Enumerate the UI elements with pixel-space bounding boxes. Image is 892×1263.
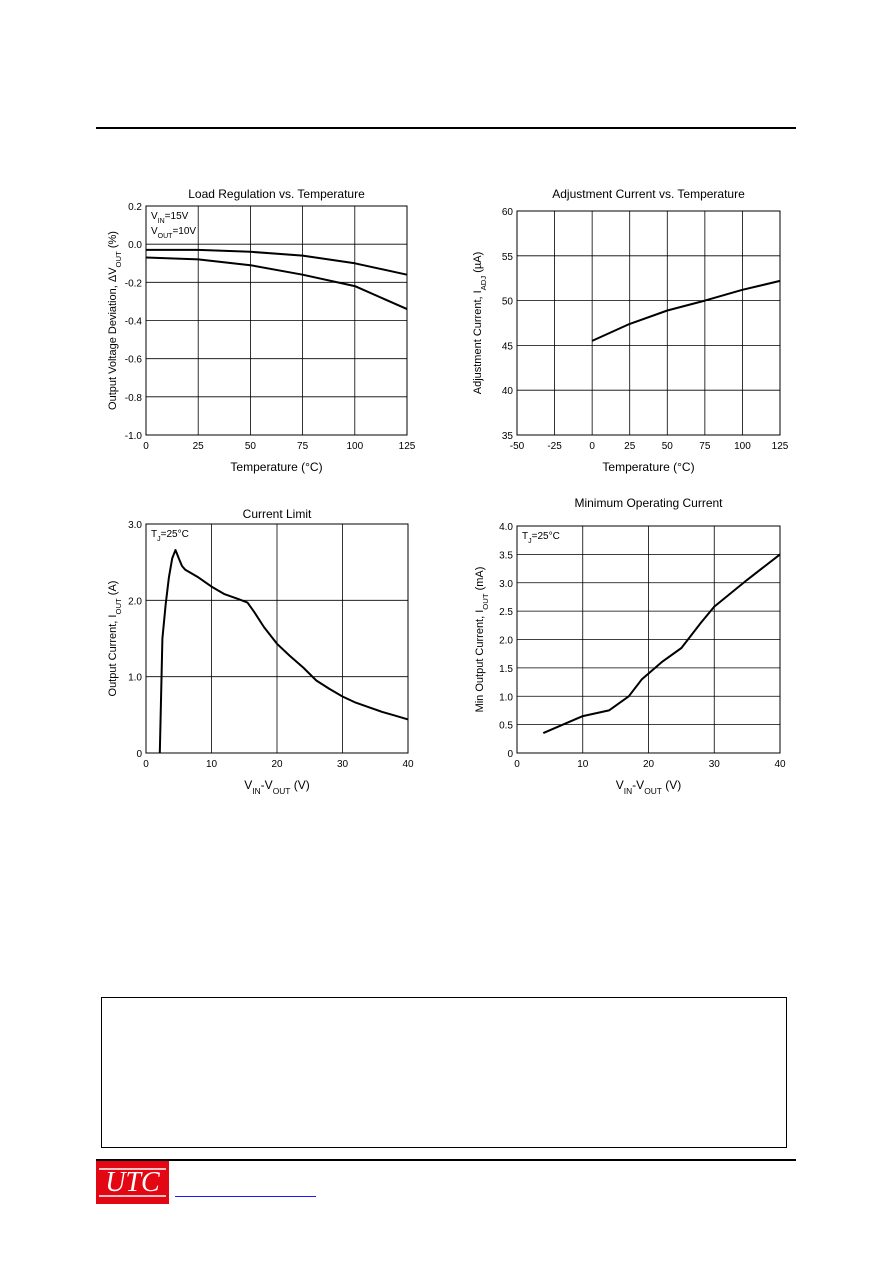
x-tick-label: 30 (708, 759, 720, 770)
x-axis-label: $V_{IN}-V_{OUT}$ (V) (244, 778, 310, 796)
chart-annotation: $V_{IN}=15V$ (151, 211, 189, 225)
x-tick-label: -25 (547, 441, 562, 452)
y-tick-label: -1.0 (124, 431, 142, 442)
y-tick-label: 0 (136, 749, 142, 760)
y-axis-label: Min Output Current, $I_{OUT}$ (mA) (474, 566, 490, 713)
y-axis-label: Adjustment Current, $I_{ADJ}$ (µA) (472, 251, 488, 395)
y-tick-label: 3.0 (499, 578, 513, 590)
footer-rule (96, 1159, 796, 1161)
x-tick-label: 20 (271, 759, 283, 770)
y-tick-label: 45 (501, 341, 513, 353)
x-tick-label: 40 (774, 759, 786, 770)
x-tick-label: 50 (244, 441, 256, 452)
x-tick-label: 100 (346, 441, 364, 452)
x-tick-label: 40 (402, 759, 414, 770)
x-tick-label: 0 (514, 759, 520, 770)
chart-annotation: $T_J=25^\circ C$ (522, 531, 560, 545)
y-tick-label: 2.5 (499, 607, 513, 619)
x-tick-label: 0 (143, 759, 149, 770)
y-tick-label: -0.2 (124, 278, 142, 290)
y-tick-label: -0.6 (124, 354, 142, 366)
y-tick-label: 0.0 (128, 240, 142, 252)
y-tick-label: 3.5 (499, 550, 513, 562)
logo-text: UTC (105, 1167, 160, 1198)
y-tick-label: 3.0 (128, 520, 142, 531)
footer-link[interactable] (175, 1196, 316, 1197)
chart-title: Adjustment Current vs. Temperature (552, 187, 745, 201)
series-line-1 (592, 281, 780, 341)
y-tick-label: 40 (501, 386, 513, 398)
y-tick-label: 1.0 (499, 692, 513, 704)
y-tick-label: 35 (501, 431, 513, 442)
x-axis-label: Temperature (°C) (602, 460, 695, 474)
x-tick-label: 50 (661, 441, 673, 452)
x-tick-label: 20 (642, 759, 655, 770)
x-tick-label: 25 (624, 441, 636, 452)
x-tick-label: 125 (771, 441, 789, 452)
x-tick-label: 0 (589, 441, 595, 452)
x-tick-label: 100 (734, 441, 751, 452)
y-axis-label: Output Current, $I_{OUT}$ (A) (107, 580, 123, 697)
chart-annotation: $V_{OUT}=10V$ (151, 226, 197, 240)
x-tick-label: 25 (192, 441, 204, 452)
chart-title: Load Regulation vs. Temperature (188, 187, 365, 201)
y-tick-label: -0.8 (124, 392, 142, 404)
y-tick-label: 0.2 (128, 202, 142, 213)
x-tick-label: 10 (577, 759, 589, 770)
y-axis-label: Output Voltage Deviation, $\Delta V_{OUT}$ (%) (107, 231, 123, 410)
y-tick-label: 1.0 (128, 672, 142, 684)
plot-frame (517, 211, 780, 435)
y-tick-label: 2.0 (128, 596, 142, 608)
x-tick-label: 30 (336, 759, 349, 770)
chart-3 (107, 507, 414, 796)
series-line-1 (543, 554, 780, 733)
x-axis-label: $V_{IN}-V_{OUT}$ (V) (615, 778, 682, 796)
x-tick-label: 10 (205, 759, 218, 770)
notice-box (101, 997, 787, 1148)
y-tick-label: 0.5 (499, 720, 513, 732)
utc-logo (96, 1161, 169, 1204)
y-tick-label: 50 (501, 296, 513, 308)
y-tick-label: 4.0 (499, 522, 513, 533)
chart-4 (474, 496, 786, 796)
series-line-1 (146, 250, 407, 275)
chart-annotation: $T_J=25^\circ C$ (151, 529, 189, 543)
x-tick-label: -50 (509, 441, 525, 452)
chart-1 (107, 187, 416, 474)
y-tick-label: 0 (507, 749, 513, 760)
chart-title: Current Limit (242, 507, 312, 521)
x-tick-label: 75 (699, 441, 711, 452)
y-tick-label: -0.4 (124, 316, 142, 328)
y-tick-label: 55 (501, 251, 513, 263)
y-tick-label: 1.5 (499, 663, 513, 675)
x-tick-label: 0 (143, 441, 149, 452)
series-line-1 (160, 550, 408, 753)
chart-title: Minimum Operating Current (574, 496, 723, 510)
x-tick-label: 75 (297, 441, 309, 452)
chart-2 (472, 187, 789, 474)
y-tick-label: 60 (501, 207, 513, 218)
y-tick-label: 2.0 (499, 635, 513, 647)
x-tick-label: 125 (398, 441, 416, 452)
x-axis-label: Temperature (°C) (230, 460, 323, 474)
